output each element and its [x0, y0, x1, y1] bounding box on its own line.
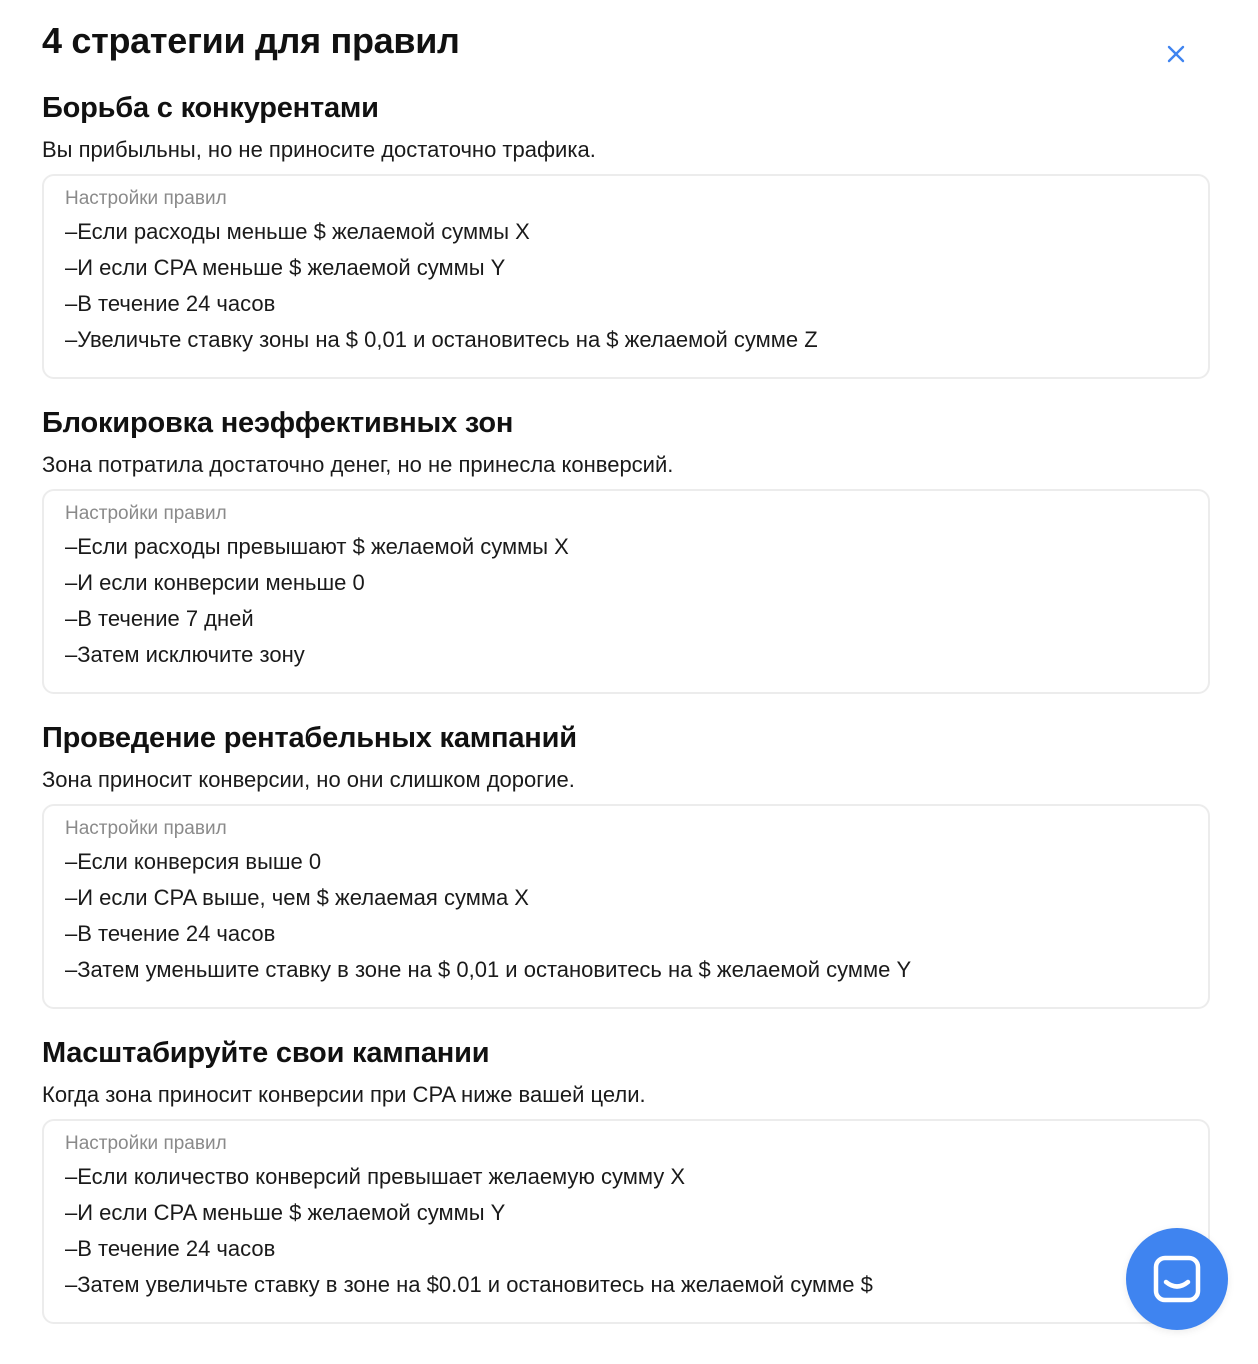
strategy-section-competitors	[42, 89, 1210, 379]
rule-line: –В течение 24 часов	[65, 921, 276, 946]
strategy-description: Вы прибыльны, но не приносите достаточно трафика.	[42, 137, 596, 162]
rule-line: –Если расходы меньше $ желаемой суммы X	[65, 219, 530, 244]
strategy-section-profitable	[42, 719, 1210, 1009]
rule-line: –В течение 7 дней	[65, 606, 254, 631]
rule-line: –Если расходы превышают $ желаемой суммы X	[65, 534, 569, 559]
rules-box	[42, 489, 1210, 694]
rules-label: Настройки правил	[65, 503, 227, 524]
rule-line: –И если CPA выше, чем $ желаемая сумма X	[65, 885, 529, 910]
close-button[interactable]	[1162, 40, 1190, 68]
strategy-title: Проведение рентабельных кампаний	[42, 722, 577, 754]
strategy-description: Зона потратила достаточно денег, но не принесла конверсий.	[42, 452, 674, 477]
rules-box	[42, 174, 1210, 379]
rule-line: –В течение 24 часов	[65, 1236, 276, 1261]
rules-label: Настройки правил	[65, 1133, 227, 1154]
strategy-title: Блокировка неэффективных зон	[42, 407, 514, 439]
rule-line: –Если количество конверсий превышает желаемую сумму X	[65, 1164, 686, 1189]
rule-line: –Увеличьте ставку зоны на $ 0,01 и остановитесь на $ желаемой сумме Z	[65, 327, 818, 352]
rules-label: Настройки правил	[65, 818, 227, 839]
rule-line: –Если конверсия выше 0	[65, 849, 322, 874]
rule-line: –Затем исключите зону	[65, 642, 305, 667]
rules-box	[42, 804, 1210, 1009]
rule-line: –Затем уменьшите ставку в зоне на $ 0,01 и остановитесь на $ желаемой сумме Y	[65, 957, 912, 982]
strategy-title: Масштабируйте свои кампании	[42, 1037, 490, 1069]
chat-icon	[1152, 1254, 1202, 1304]
rule-line: –И если конверсии меньше 0	[65, 570, 365, 595]
modal-title: 4 стратегии для правил	[42, 20, 460, 61]
rule-line: –В течение 24 часов	[65, 291, 276, 316]
strategy-description: Зона приносит конверсии, но они слишком дорогие.	[42, 767, 575, 792]
strategy-description: Когда зона приносит конверсии при CPA ниже вашей цели.	[42, 1082, 646, 1107]
strategy-section-block-zones	[42, 404, 1210, 694]
rules-label: Настройки правил	[65, 188, 227, 209]
rule-line: –И если CPA меньше $ желаемой суммы Y	[65, 1200, 506, 1225]
rule-line: –Затем увеличьте ставку в зоне на $0.01 и остановитесь на желаемой сумме $	[65, 1272, 873, 1297]
rule-line: –И если CPA меньше $ желаемой суммы Y	[65, 255, 506, 280]
rules-box	[42, 1119, 1210, 1324]
strategy-title: Борьба с конкурентами	[42, 92, 379, 124]
strategy-section-scale	[42, 1034, 1210, 1324]
close-icon	[1167, 45, 1185, 63]
chat-launcher-button[interactable]	[1126, 1228, 1228, 1330]
